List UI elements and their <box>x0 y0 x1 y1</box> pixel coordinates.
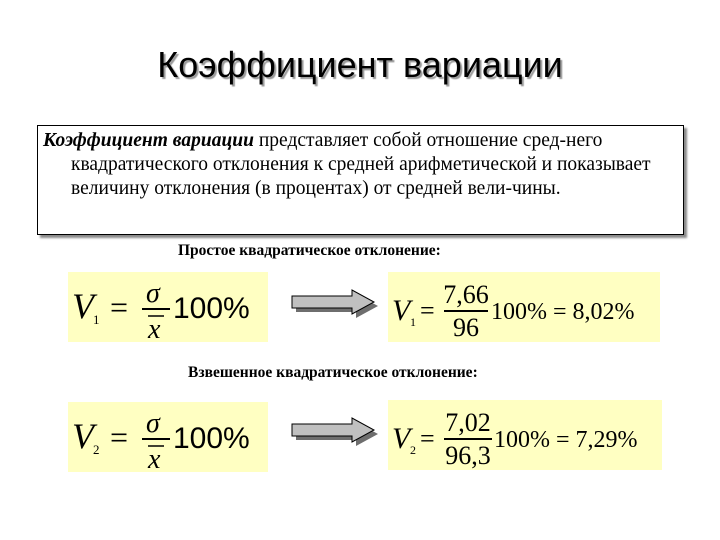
result-var: V <box>392 422 411 455</box>
formula-percent: 100% <box>173 422 250 455</box>
formula-eq: = <box>110 419 129 455</box>
result-sub: 2 <box>410 443 416 457</box>
weighted-formula <box>68 402 268 472</box>
formula-denominator: x <box>148 444 161 472</box>
arrow-right-icon <box>288 414 380 448</box>
result-eq: = <box>420 424 435 453</box>
simple-formula <box>68 272 268 342</box>
formula-var: V <box>72 286 94 326</box>
simple-result-box <box>388 272 660 342</box>
result-value: 100% = 8,02% <box>491 299 635 325</box>
weighted-result-box <box>388 400 662 470</box>
simple-result-formula <box>388 272 660 342</box>
page-title: Коэффициент вариации <box>157 44 563 85</box>
arrow-right-icon <box>288 286 380 320</box>
weighted-formula-box <box>68 402 268 472</box>
result-numerator: 7,66 <box>443 280 489 309</box>
result-denominator: 96,3 <box>445 441 491 470</box>
formula-numerator: σ <box>146 408 160 439</box>
formula-numerator: σ <box>146 278 160 309</box>
result-denominator: 96 <box>453 313 479 342</box>
weighted-result-formula <box>388 400 662 470</box>
result-numerator: 7,02 <box>445 408 491 437</box>
formula-sub: 2 <box>93 442 100 457</box>
definition-box <box>37 125 684 235</box>
result-var: V <box>392 294 411 327</box>
definition-text <box>43 129 675 201</box>
result-eq: = <box>420 296 435 325</box>
simple-deviation-label: Простое квадратическое отклонение: <box>178 242 441 259</box>
formula-percent: 100% <box>173 292 250 325</box>
formula-var: V <box>72 416 94 456</box>
result-sub: 1 <box>410 315 416 329</box>
simple-formula-box <box>68 272 268 342</box>
formula-eq: = <box>110 289 129 325</box>
result-value: 100% = 7,29% <box>494 427 638 453</box>
definition-term: Коэффициент вариации <box>43 130 254 151</box>
definition-body: представляет собой отношение сред-него квадратического отклонения к средней арифметической и показывает величину отклонения (в процентах) от средней вели-чины. <box>71 130 651 199</box>
formula-denominator: x <box>148 314 161 342</box>
weighted-deviation-label: Взвешенное квадратическое отклонение: <box>188 364 478 381</box>
formula-sub: 1 <box>93 312 100 327</box>
